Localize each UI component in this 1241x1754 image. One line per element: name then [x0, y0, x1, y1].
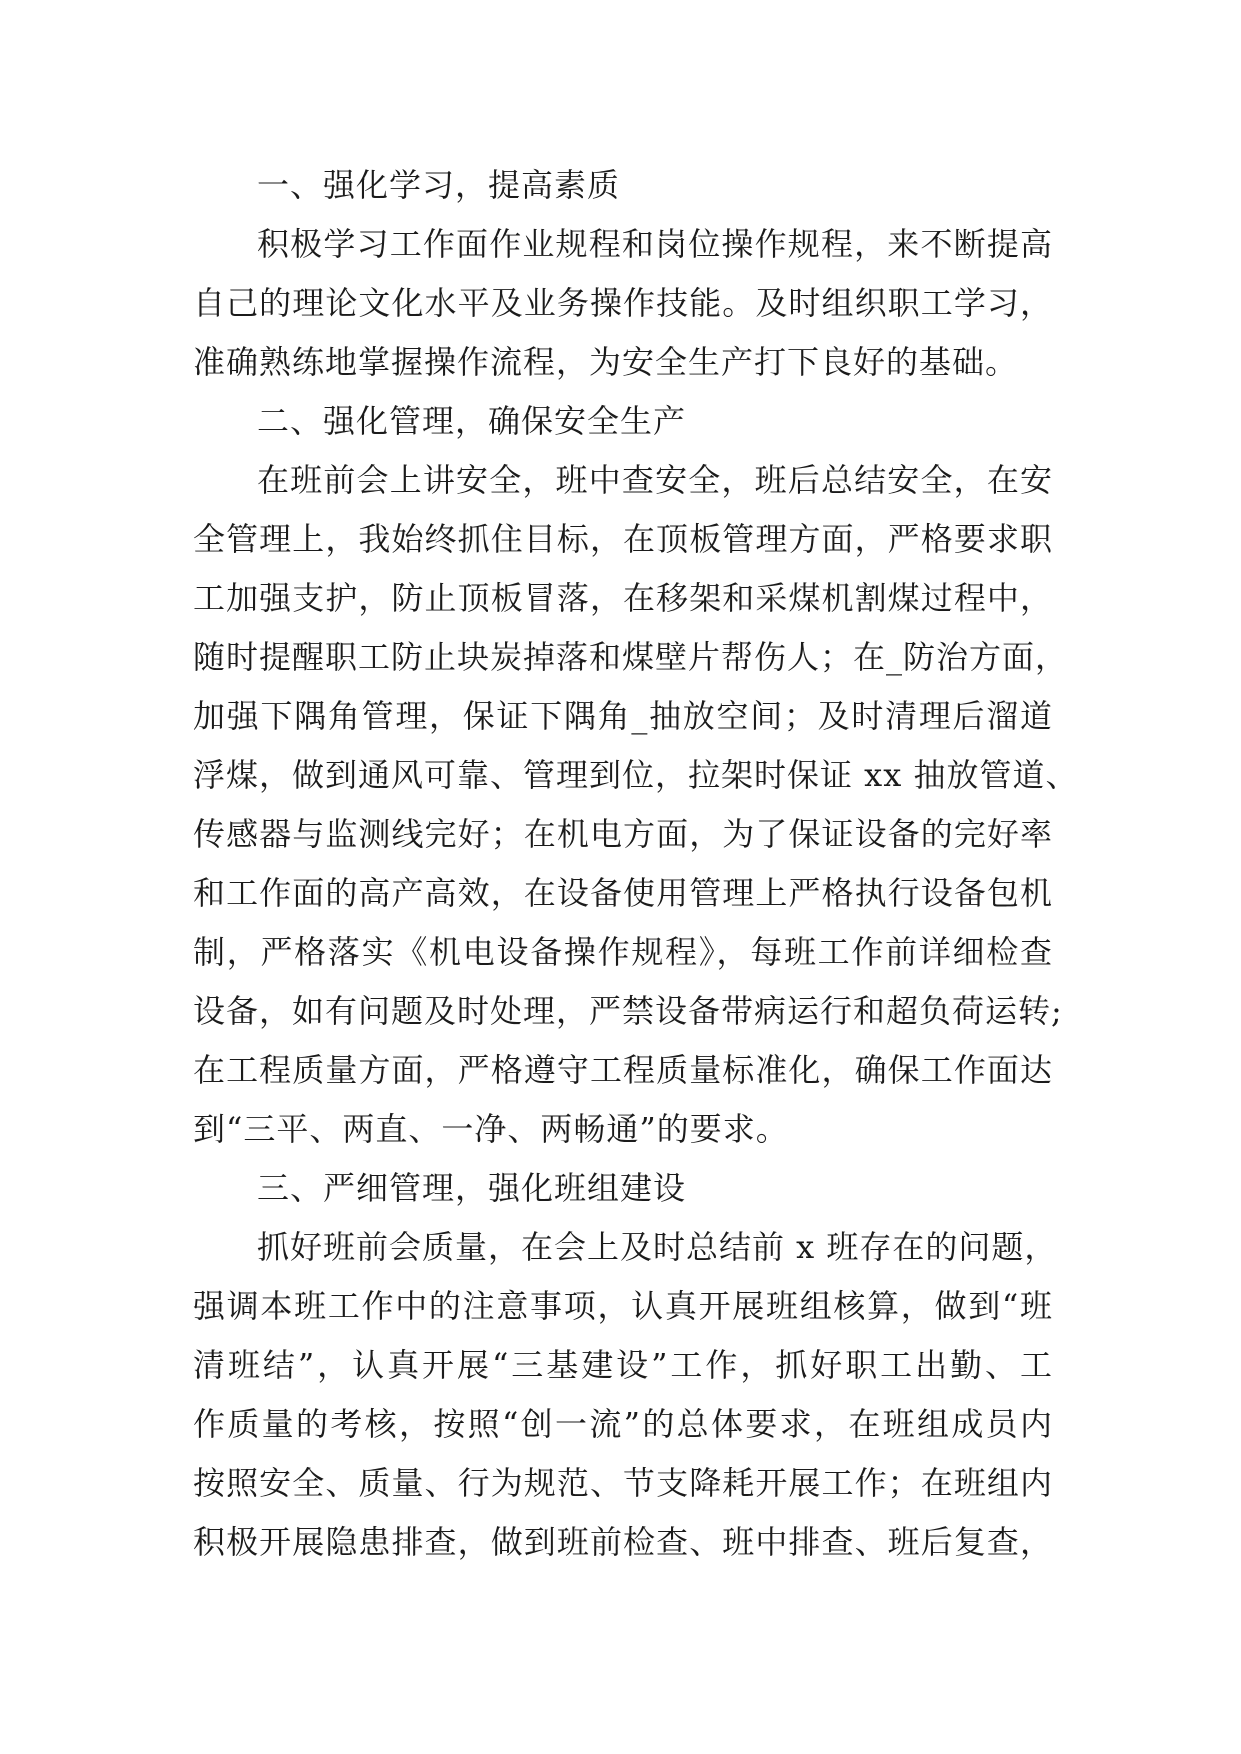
- paragraph-line: 全管理上，我始终抓住目标，在顶板管理方面，严格要求职: [193, 520, 1053, 558]
- section-heading-1: 一、强化学习，提高素质: [257, 166, 621, 204]
- paragraph-line: 随时提醒职工防止块炭掉落和煤壁片帮伤人；在_防治方面，: [193, 638, 1069, 676]
- paragraph-line: 强调本班工作中的注意事项，认真开展班组核算，做到“班: [193, 1287, 1053, 1325]
- document-body: [193, 156, 1079, 1572]
- paragraph-line: 抓好班前会质量，在会上及时总结前 x 班存在的问题，: [257, 1228, 1058, 1266]
- paragraph-line: 自己的理论文化水平及业务操作技能。及时组织职工学习，: [193, 284, 1053, 322]
- paragraph-line: 浮煤，做到通风可靠、管理到位，拉架时保证 xx 抽放管道、: [193, 756, 1079, 794]
- paragraph-line: 积极开展隐患排查，做到班前检查、班中排查、班后复查，: [193, 1523, 1053, 1561]
- paragraph-line: 按照安全、质量、行为规范、节支降耗开展工作；在班组内: [193, 1464, 1053, 1502]
- paragraph-line: 准确熟练地掌握操作流程，为安全生产打下良好的基础。: [193, 343, 1019, 381]
- paragraph-line: 传感器与监测线完好；在机电方面，为了保证设备的完好率: [193, 815, 1053, 853]
- paragraph-line: 加强下隅角管理，保证下隅角_抽放空间；及时清理后溜道: [193, 697, 1053, 735]
- paragraph-line: 清班结”，认真开展“三基建设”工作，抓好职工出勤、工: [193, 1346, 1053, 1384]
- paragraph-line: 在工程质量方面，严格遵守工程质量标准化，确保工作面达: [193, 1051, 1053, 1089]
- paragraph-line: 制，严格落实《机电设备操作规程》，每班工作前详细检查: [193, 933, 1053, 971]
- paragraph-line: 工加强支护，防止顶板冒落，在移架和采煤机割煤过程中，: [193, 579, 1053, 617]
- paragraph-line: 和工作面的高产高效，在设备使用管理上严格执行设备包机: [193, 874, 1053, 912]
- paragraph-line: 积极学习工作面作业规程和岗位操作规程，来不断提高: [257, 225, 1053, 263]
- paragraph-line: 设备，如有问题及时处理，严禁设备带病运行和超负荷运转;: [193, 992, 1063, 1030]
- section-heading-2: 二、强化管理，确保安全生产: [257, 402, 687, 440]
- paragraph-line: 作质量的考核，按照“创一流”的总体要求，在班组成员内: [193, 1405, 1053, 1443]
- section-heading-3: 三、严细管理，强化班组建设: [257, 1169, 687, 1207]
- paragraph-line: 到“三平、两直、一净、两畅通”的要求。: [193, 1110, 789, 1148]
- paragraph-line: 在班前会上讲安全，班中查安全，班后总结安全，在安: [257, 461, 1053, 499]
